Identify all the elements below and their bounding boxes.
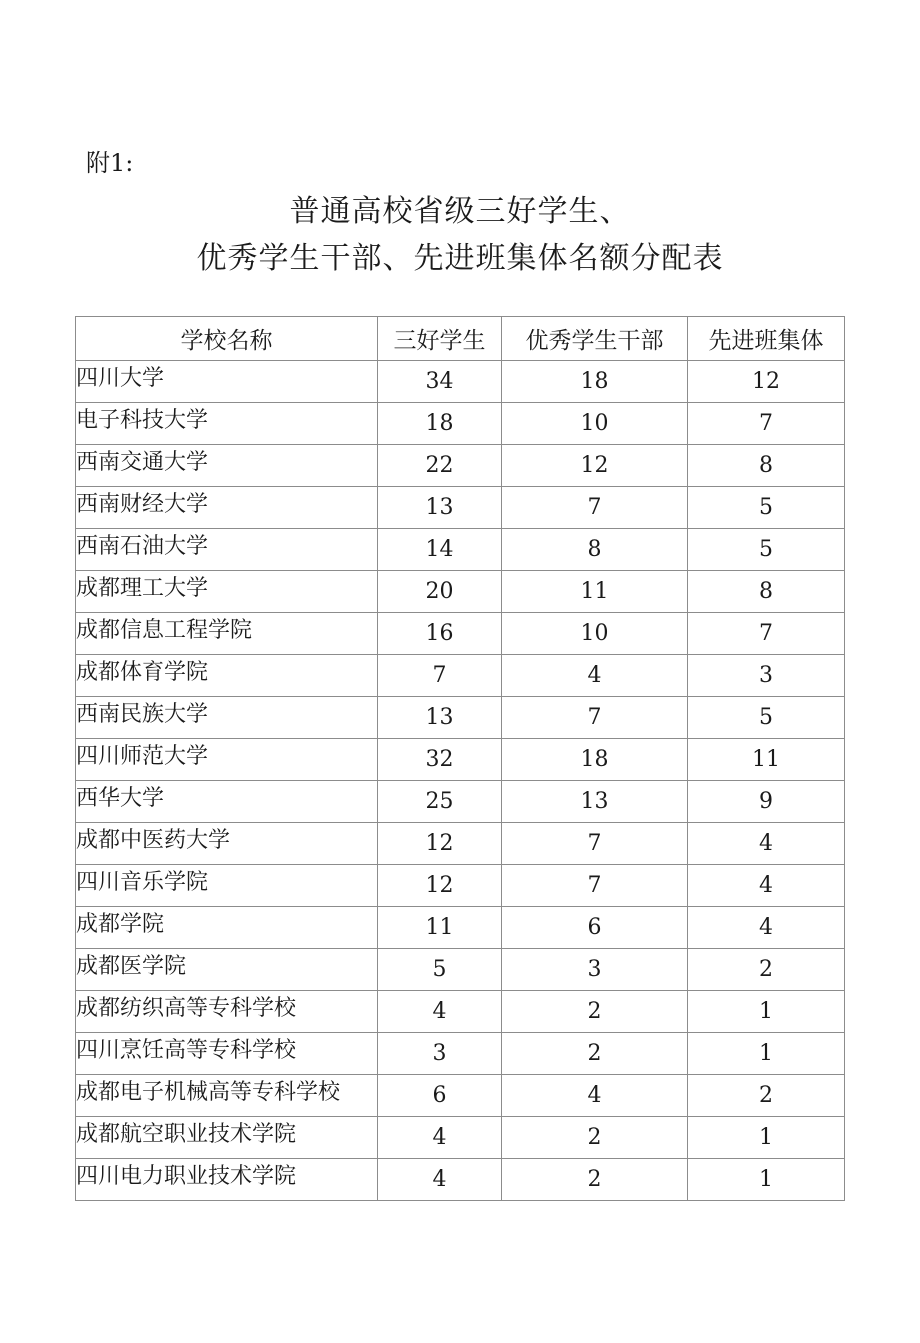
school-name-cell: 成都信息工程学院 <box>76 613 378 655</box>
school-name-cell: 成都纺织高等专科学校 <box>76 991 378 1033</box>
advanced-classes-cell: 1 <box>688 1033 845 1075</box>
school-name-cell: 四川师范大学 <box>76 739 378 781</box>
school-name-cell: 西华大学 <box>76 781 378 823</box>
school-name-cell: 四川烹饪高等专科学校 <box>76 1033 378 1075</box>
advanced-classes-cell: 5 <box>688 487 845 529</box>
advanced-classes-cell: 1 <box>688 991 845 1033</box>
merit-students-cell: 5 <box>378 949 502 991</box>
outstanding-cadres-cell: 11 <box>502 571 688 613</box>
merit-students-cell: 16 <box>378 613 502 655</box>
school-name-cell: 四川电力职业技术学院 <box>76 1159 378 1201</box>
header-merit-students: 三好学生 <box>378 317 502 361</box>
merit-students-cell: 4 <box>378 1159 502 1201</box>
annex-label: 附1: <box>86 149 134 177</box>
school-name-cell: 成都学院 <box>76 907 378 949</box>
school-name-cell: 成都中医药大学 <box>76 823 378 865</box>
table-row <box>76 1033 845 1075</box>
table-row <box>76 991 845 1033</box>
outstanding-cadres-cell: 8 <box>502 529 688 571</box>
header-outstanding-cadres: 优秀学生干部 <box>502 317 688 361</box>
advanced-classes-cell: 11 <box>688 739 845 781</box>
table-row <box>76 1117 845 1159</box>
merit-students-cell: 32 <box>378 739 502 781</box>
school-name-cell: 成都医学院 <box>76 949 378 991</box>
advanced-classes-cell: 12 <box>688 361 845 403</box>
advanced-classes-cell: 2 <box>688 949 845 991</box>
merit-students-cell: 34 <box>378 361 502 403</box>
advanced-classes-cell: 9 <box>688 781 845 823</box>
school-name-cell: 成都电子机械高等专科学校 <box>76 1075 378 1117</box>
school-name-cell: 成都航空职业技术学院 <box>76 1117 378 1159</box>
school-name-cell: 电子科技大学 <box>76 403 378 445</box>
outstanding-cadres-cell: 2 <box>502 1117 688 1159</box>
table-header-row <box>76 317 845 361</box>
merit-students-cell: 12 <box>378 865 502 907</box>
table-row <box>76 361 845 403</box>
advanced-classes-cell: 8 <box>688 571 845 613</box>
table-row <box>76 571 845 613</box>
outstanding-cadres-cell: 4 <box>502 655 688 697</box>
table-row <box>76 781 845 823</box>
table-row <box>76 1159 845 1201</box>
outstanding-cadres-cell: 10 <box>502 613 688 655</box>
outstanding-cadres-cell: 2 <box>502 1159 688 1201</box>
school-name-cell: 西南石油大学 <box>76 529 378 571</box>
outstanding-cadres-cell: 7 <box>502 865 688 907</box>
table-row <box>76 739 845 781</box>
school-name-cell: 西南交通大学 <box>76 445 378 487</box>
table-row <box>76 1075 845 1117</box>
school-name-cell: 四川音乐学院 <box>76 865 378 907</box>
table-row <box>76 529 845 571</box>
advanced-classes-cell: 5 <box>688 697 845 739</box>
advanced-classes-cell: 3 <box>688 655 845 697</box>
outstanding-cadres-cell: 7 <box>502 697 688 739</box>
table-row <box>76 613 845 655</box>
header-advanced-classes: 先进班集体 <box>688 317 845 361</box>
merit-students-cell: 13 <box>378 697 502 739</box>
school-name-cell: 西南民族大学 <box>76 697 378 739</box>
outstanding-cadres-cell: 7 <box>502 823 688 865</box>
outstanding-cadres-cell: 18 <box>502 739 688 781</box>
school-name-cell: 成都体育学院 <box>76 655 378 697</box>
advanced-classes-cell: 1 <box>688 1117 845 1159</box>
merit-students-cell: 18 <box>378 403 502 445</box>
table-row <box>76 907 845 949</box>
document-title-line-1: 普通高校省级三好学生、 <box>289 194 631 229</box>
merit-students-cell: 13 <box>378 487 502 529</box>
advanced-classes-cell: 4 <box>688 907 845 949</box>
merit-students-cell: 25 <box>378 781 502 823</box>
merit-students-cell: 12 <box>378 823 502 865</box>
advanced-classes-cell: 4 <box>688 823 845 865</box>
outstanding-cadres-cell: 18 <box>502 361 688 403</box>
header-school-name: 学校名称 <box>76 317 378 361</box>
merit-students-cell: 4 <box>378 991 502 1033</box>
outstanding-cadres-cell: 2 <box>502 991 688 1033</box>
outstanding-cadres-cell: 3 <box>502 949 688 991</box>
table-row <box>76 445 845 487</box>
school-name-cell: 四川大学 <box>76 361 378 403</box>
merit-students-cell: 7 <box>378 655 502 697</box>
merit-students-cell: 4 <box>378 1117 502 1159</box>
outstanding-cadres-cell: 12 <box>502 445 688 487</box>
table-body <box>76 361 845 1201</box>
table-row <box>76 823 845 865</box>
outstanding-cadres-cell: 4 <box>502 1075 688 1117</box>
outstanding-cadres-cell: 2 <box>502 1033 688 1075</box>
table-row <box>76 403 845 445</box>
table-row <box>76 865 845 907</box>
outstanding-cadres-cell: 6 <box>502 907 688 949</box>
school-name-cell: 西南财经大学 <box>76 487 378 529</box>
outstanding-cadres-cell: 7 <box>502 487 688 529</box>
advanced-classes-cell: 5 <box>688 529 845 571</box>
table-row <box>76 697 845 739</box>
table-row <box>76 949 845 991</box>
merit-students-cell: 6 <box>378 1075 502 1117</box>
document-title-line-2: 优秀学生干部、先进班集体名额分配表 <box>196 241 724 276</box>
advanced-classes-cell: 7 <box>688 613 845 655</box>
advanced-classes-cell: 8 <box>688 445 845 487</box>
merit-students-cell: 20 <box>378 571 502 613</box>
advanced-classes-cell: 1 <box>688 1159 845 1201</box>
advanced-classes-cell: 7 <box>688 403 845 445</box>
outstanding-cadres-cell: 13 <box>502 781 688 823</box>
table-row <box>76 487 845 529</box>
merit-students-cell: 22 <box>378 445 502 487</box>
merit-students-cell: 14 <box>378 529 502 571</box>
advanced-classes-cell: 4 <box>688 865 845 907</box>
table-row <box>76 655 845 697</box>
advanced-classes-cell: 2 <box>688 1075 845 1117</box>
school-name-cell: 成都理工大学 <box>76 571 378 613</box>
quota-allocation-table <box>75 316 845 1201</box>
outstanding-cadres-cell: 10 <box>502 403 688 445</box>
merit-students-cell: 11 <box>378 907 502 949</box>
merit-students-cell: 3 <box>378 1033 502 1075</box>
